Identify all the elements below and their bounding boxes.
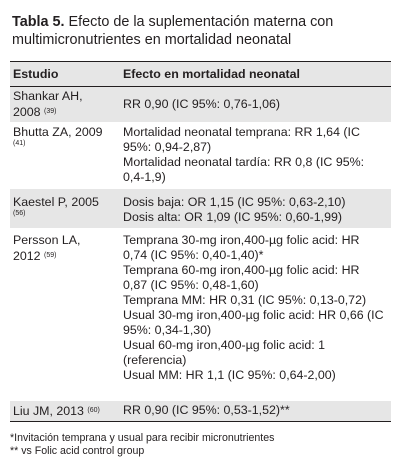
reference-number: (41) xyxy=(13,140,26,147)
effect-cell: Mortalidad neonatal temprana: RR 1,64 (IC 95%: 0,94-2,87) Mortalidad neonatal tardía: RR 0,8 (IC 95%: 0,4-1,9) xyxy=(123,125,365,184)
reference-number: (59) xyxy=(44,252,57,259)
study-cell: Bhutta ZA, 2009 (41) xyxy=(10,123,117,188)
study-cell: Persson LA, 2012 $^{(59)}$ xyxy=(13,233,81,263)
caption-text: Efecto de la suplementación materna con multimicronutrientes en mortalidad neonatal xyxy=(12,14,334,48)
reference-number: (39) xyxy=(44,108,57,115)
effect-cell: RR 0,90 (IC 95%: 0,76-1,06) xyxy=(123,97,281,111)
effect-cell: Temprana 30-mg iron,400-µg folic acid: HR 0,74 (IC 95%: 0,40-1,40)* Temprana 60-mg iron,400-µg folic acid: HR 0,87 (IC 95%: 0,48-1,60) Temprana MM: HR 0,31 (IC 95%: 0,13-0,72) Usual 30-mg iron,400-µg folic acid: HR 0,66 (IC 95%: 0,34-1,30) Usual 60-mg iron,400-µg folic acid: 1 (referencia) Usual MM: HR 1,1 (IC 95%: 0,64-2,00) xyxy=(123,233,384,382)
caption-label: Tabla 5. xyxy=(12,14,65,30)
table-row xyxy=(10,189,391,229)
footnote: ** vs Folic acid control group xyxy=(10,445,145,457)
results-table xyxy=(10,61,391,422)
table-row xyxy=(10,229,391,401)
study-cell: Liu JM, 2013 $^{(60)}$ xyxy=(13,404,100,418)
header-effect: Efecto en mortalidad neonatal xyxy=(123,67,300,81)
study-cell: Shankar AH, 2008 $^{(39)}$ xyxy=(13,89,83,119)
effect-cell: Dosis baja: OR 1,15 (IC 95%: 0,63-2,10) Dosis alta: OR 1,09 (IC 95%: 0,60-1,99) xyxy=(123,195,346,224)
study-cell: Kaestel P, 2005 (56) xyxy=(10,189,117,228)
reference-number: (56) xyxy=(13,210,26,217)
table-row xyxy=(10,123,391,189)
header-study: Estudio xyxy=(13,67,59,81)
reference-number: (60) xyxy=(87,407,100,414)
table-row xyxy=(10,87,391,123)
footnote: *Invitación temprana y usual para recibir micronutrientes xyxy=(10,432,275,444)
table-caption xyxy=(12,13,397,49)
effect-cell: RR 0,90 (IC 95%: 0,53-1,52)** xyxy=(123,403,290,417)
table-footnotes xyxy=(10,432,395,458)
table-header-row xyxy=(10,62,391,87)
table-row xyxy=(10,401,391,421)
